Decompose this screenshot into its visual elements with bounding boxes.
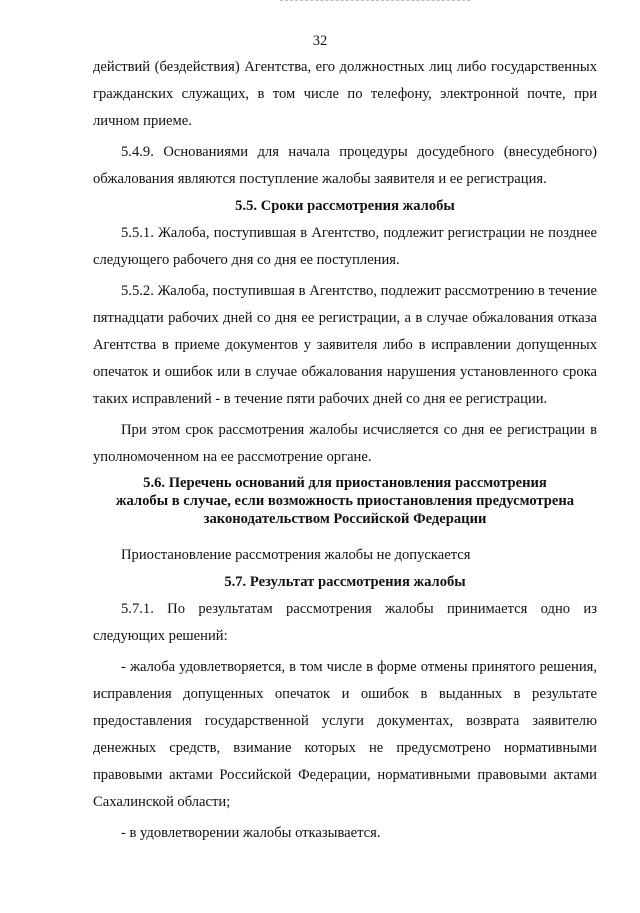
- document-body: [93, 54, 597, 847]
- paragraph-suspension: Приостановление рассмотрения жалобы не допускается: [121, 547, 471, 563]
- paragraph-satisfied: - жалоба удовлетворяется, в том числе в форме отмены принятого решения, исправления допущенных опечаток и ошибок в выданных в результате предоставления государственной услуги документах, возврата заявителю денежных средств, взимание которых не предусмотрено нормативными правовыми актами Российской Федерации, нормативными правовыми актами Сахалинской области;: [93, 659, 597, 810]
- page-number: 32: [312, 33, 328, 49]
- paragraph-5-5-1: 5.5.1. Жалоба, поступившая в Агентство, подлежит регистрации не позднее следующего рабочего дня со дня ее поступления.: [93, 225, 597, 268]
- paragraph-5-4-9: 5.4.9. Основаниями для начала процедуры досудебного (внесудебного) обжалования являются поступление жалобы заявителя и ее регистрация.: [93, 144, 597, 187]
- heading-5-6: [93, 474, 597, 528]
- paragraph-continuation: действий (бездействия) Агентства, его должностных лиц либо государственных гражданских служащих, в том числе по телефону, электронной почте, при личном приеме.: [93, 59, 597, 129]
- heading-5-6-line-1: 5.6. Перечень оснований для приостановления рассмотрения: [143, 475, 547, 491]
- heading-5-7: 5.7. Результат рассмотрения жалобы: [224, 574, 466, 590]
- heading-5-5: 5.5. Сроки рассмотрения жалобы: [235, 198, 455, 214]
- paragraph-refused: - в удовлетворении жалобы отказывается.: [121, 825, 381, 841]
- paragraph-5-5-2: 5.5.2. Жалоба, поступившая в Агентство, подлежит рассмотрению в течение пятнадцати рабочих дней со дня ее регистрации, а в случае обжалования отказа Агентства в приеме документов у заявителя либо в исправлении допущенных опечаток и ошибок или в случае обжалования нарушения установленного срока таких исправлений - в течение пяти рабочих дней со дня ее регистрации.: [93, 283, 597, 407]
- heading-5-6-line-3: законодательством Российской Федерации: [203, 511, 487, 527]
- scan-artifact-line: [280, 0, 470, 3]
- paragraph-5-7-1: 5.7.1. По результатам рассмотрения жалобы принимается одно из следующих решений:: [93, 601, 597, 644]
- paragraph-review-term: При этом срок рассмотрения жалобы исчисляется со дня ее регистрации в уполномоченном на ее рассмотрение органе.: [93, 422, 597, 465]
- heading-5-6-line-2: жалобы в случае, если возможность приостановления предусмотрена: [115, 493, 575, 509]
